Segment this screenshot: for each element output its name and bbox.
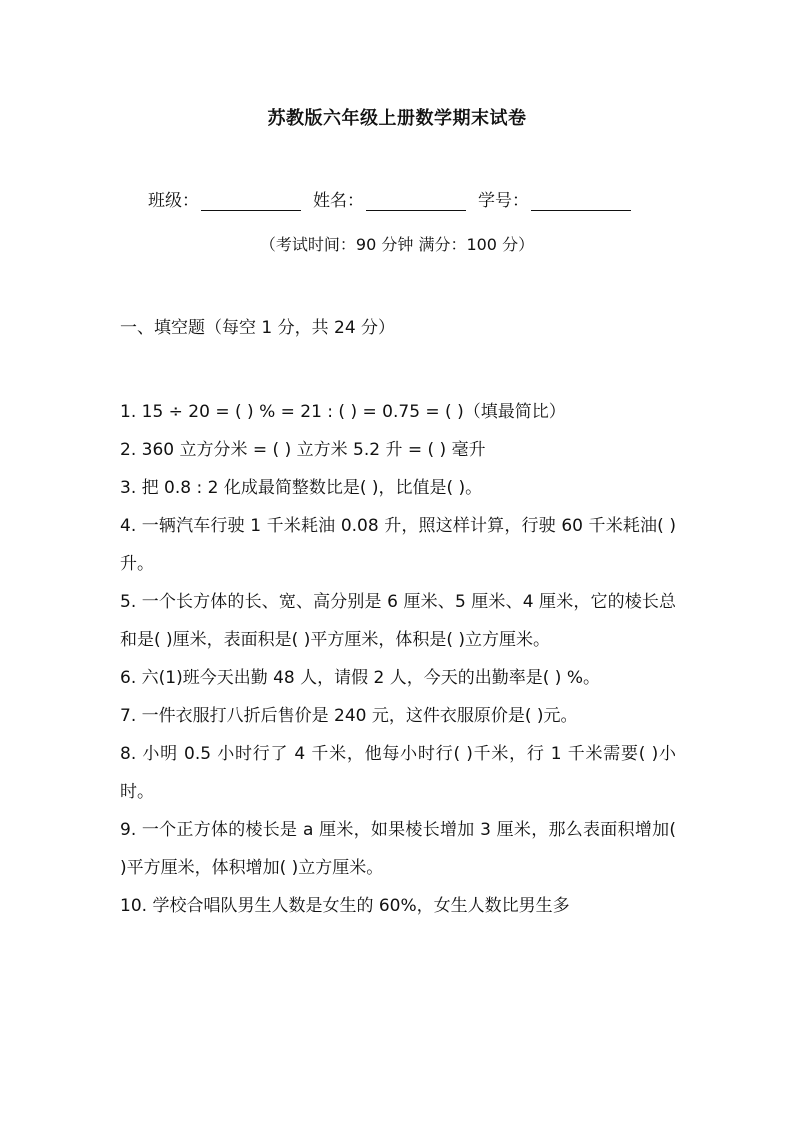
class-field <box>148 186 301 211</box>
class-blank-line <box>201 192 301 211</box>
name-label: 姓名： <box>313 191 364 211</box>
question-item: 9. 一个正方体的棱长是 a 厘米，如果棱长增加 3 厘米，那么表面积增加( )平方厘米，体积增加( )立方厘米。 <box>120 820 676 878</box>
exam-duration-note: （考试时间：90 分钟 满分：100 分） <box>259 235 535 254</box>
question-item: 3. 把 0.8 : 2 化成最简整数比是( )，比值是( )。 <box>120 478 483 498</box>
question-item: 4. 一辆汽车行驶 1 千米耗油 0.08 升，照这样计算，行驶 60 千米耗油( )升。 <box>120 516 676 574</box>
question-item: 8. 小明 0.5 小时行了 4 千米，他每小时行( )千米，行 1 千米需要( )小时。 <box>120 744 676 802</box>
question-item: 2. 360 立方分米 = ( ) 立方米 5.2 升 = ( ) 毫升 <box>120 440 486 460</box>
section-heading: 一、填空题（每空 1 分，共 24 分） <box>120 318 396 338</box>
student-id-label: 学号： <box>478 191 529 211</box>
question-item: 5. 一个长方体的长、宽、高分别是 6 厘米、5 厘米、4 厘米，它的棱长总和是( )厘米，表面积是( )平方厘米，体积是( )立方厘米。 <box>120 592 676 650</box>
student-info-row <box>148 186 708 211</box>
student-id-field <box>478 186 631 211</box>
question-item: 7. 一件衣服打八折后售价是 240 元，这件衣服原价是( )元。 <box>120 706 578 726</box>
question-item: 10. 学校合唱队男生人数是女生的 60%，女生人数比男生多 <box>120 896 570 916</box>
name-blank-line <box>366 192 466 211</box>
question-list <box>120 393 676 925</box>
class-label: 班级： <box>148 191 199 211</box>
student-id-blank-line <box>531 192 631 211</box>
question-item: 1. 15 ÷ 20 = ( ) % = 21 : ( ) = 0.75 = ( )（填最简比） <box>120 402 566 422</box>
name-field <box>313 186 466 211</box>
question-item: 6. 六(1)班今天出勤 48 人，请假 2 人，今天的出勤率是( ) %。 <box>120 668 600 688</box>
exam-title: 苏教版六年级上册数学期末试卷 <box>267 108 527 129</box>
